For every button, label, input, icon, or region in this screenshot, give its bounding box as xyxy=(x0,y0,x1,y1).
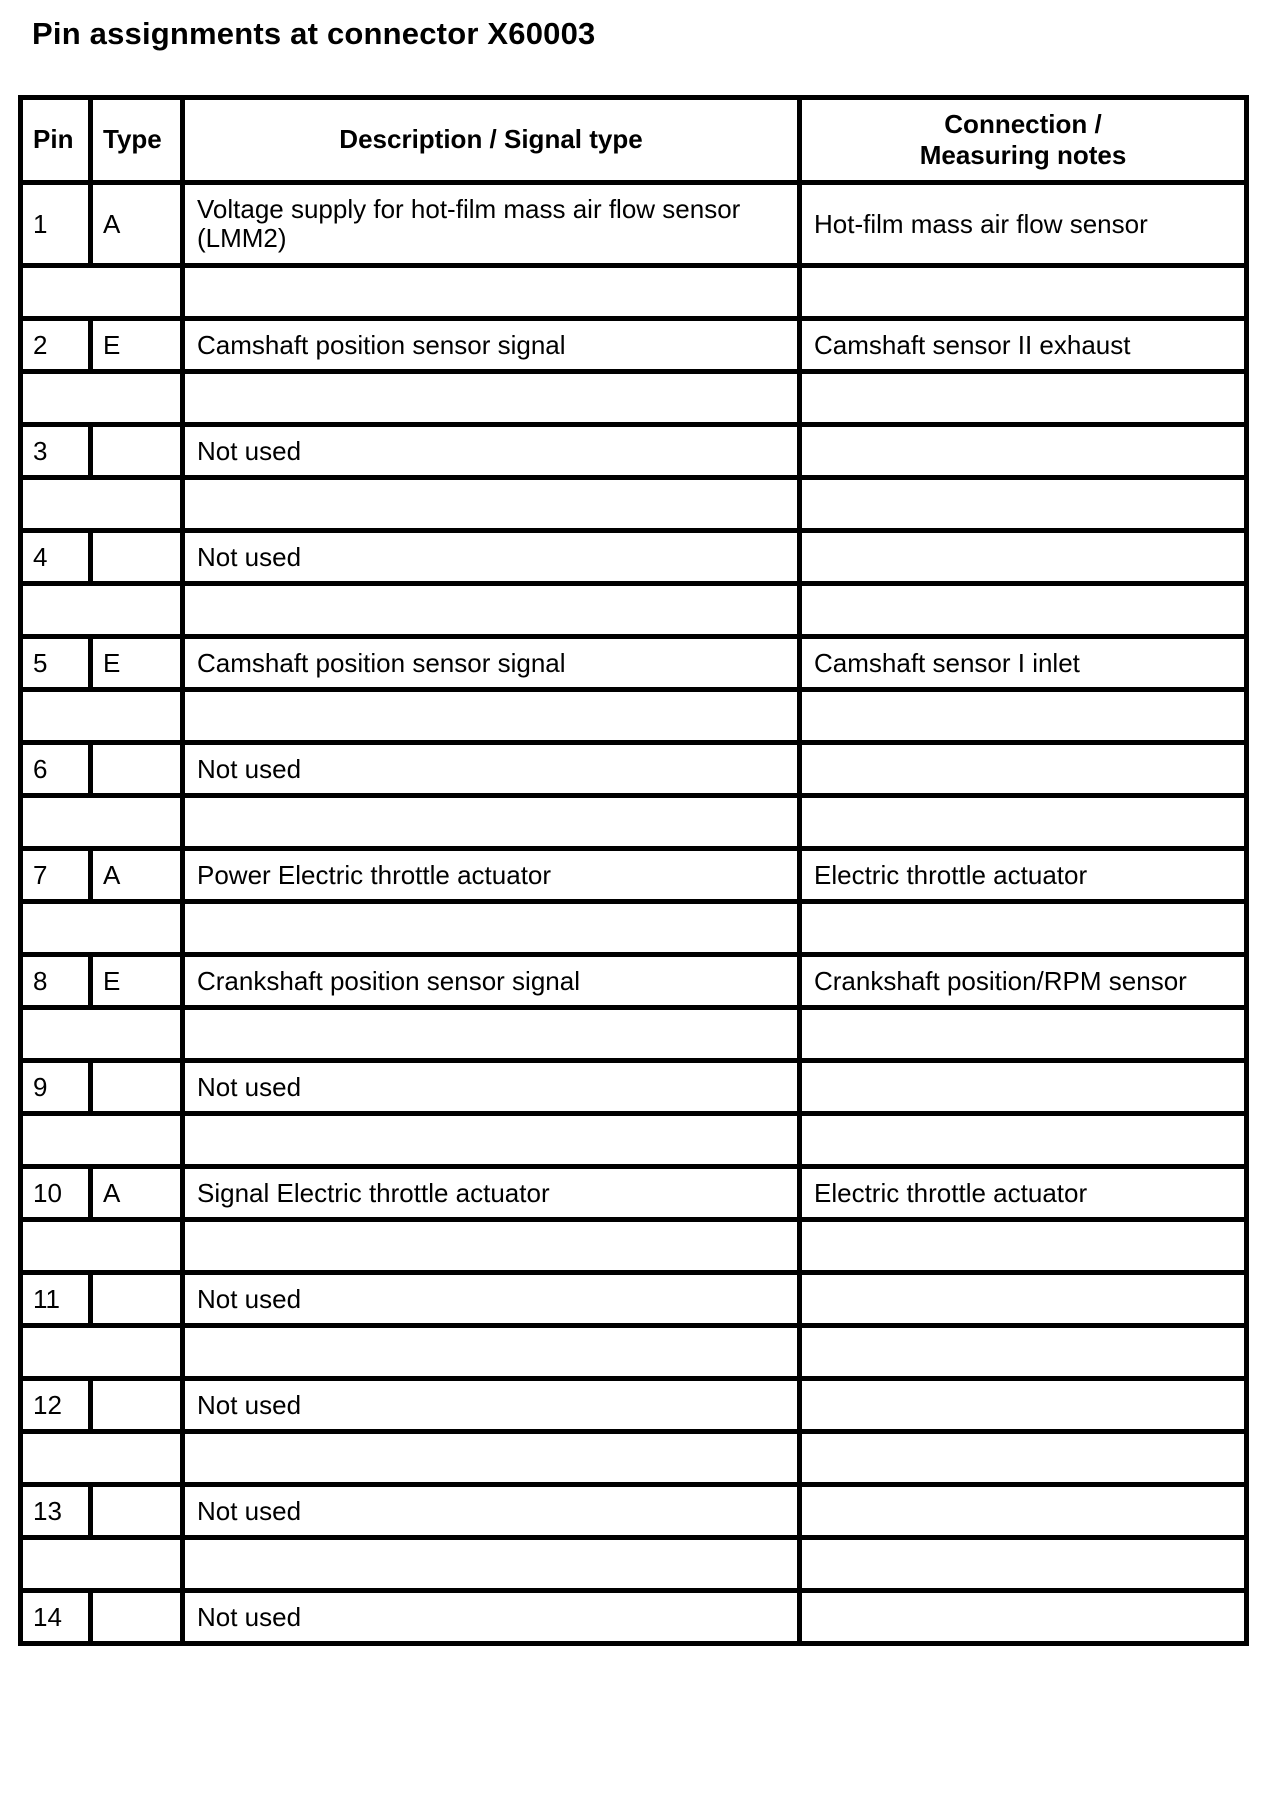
spacer-cell xyxy=(800,1008,1247,1061)
spacer-cell xyxy=(21,1114,183,1167)
spacer-cell xyxy=(21,1220,183,1273)
type-cell xyxy=(91,1591,183,1644)
spacer-row xyxy=(21,1008,1247,1061)
description-cell: Not used xyxy=(183,1591,800,1644)
spacer-cell xyxy=(21,266,183,319)
type-cell: E xyxy=(91,319,183,372)
spacer-cell xyxy=(21,1538,183,1591)
spacer-cell xyxy=(183,1326,800,1379)
spacer-cell xyxy=(800,266,1247,319)
table-row xyxy=(21,183,1247,266)
type-cell: A xyxy=(91,849,183,902)
table-row xyxy=(21,1485,1247,1538)
pin-cell: 12 xyxy=(21,1379,91,1432)
header-connection-line2: Measuring notes xyxy=(919,140,1127,170)
spacer-row xyxy=(21,266,1247,319)
spacer-cell xyxy=(21,478,183,531)
pin-cell: 9 xyxy=(21,1061,91,1114)
description-cell: Not used xyxy=(183,1485,800,1538)
spacer-row xyxy=(21,902,1247,955)
spacer-cell xyxy=(183,1538,800,1591)
table-body xyxy=(21,183,1247,1644)
description-cell: Not used xyxy=(183,743,800,796)
connection-cell: Camshaft sensor I inlet xyxy=(800,637,1247,690)
type-cell xyxy=(91,1379,183,1432)
connection-cell: Crankshaft position/RPM sensor xyxy=(800,955,1247,1008)
type-cell xyxy=(91,1485,183,1538)
type-cell: E xyxy=(91,955,183,1008)
pin-cell: 1 xyxy=(21,183,91,266)
pin-cell: 4 xyxy=(21,531,91,584)
table-row xyxy=(21,425,1247,478)
table-header-row xyxy=(21,98,1247,183)
type-cell xyxy=(91,531,183,584)
spacer-row xyxy=(21,1114,1247,1167)
type-cell xyxy=(91,743,183,796)
spacer-row xyxy=(21,372,1247,425)
table-row xyxy=(21,319,1247,372)
pin-cell: 5 xyxy=(21,637,91,690)
pin-cell: 7 xyxy=(21,849,91,902)
spacer-cell xyxy=(21,902,183,955)
spacer-cell xyxy=(183,584,800,637)
connection-cell xyxy=(800,743,1247,796)
spacer-row xyxy=(21,1432,1247,1485)
pin-cell: 6 xyxy=(21,743,91,796)
spacer-row xyxy=(21,584,1247,637)
spacer-cell xyxy=(183,1008,800,1061)
connection-cell xyxy=(800,531,1247,584)
spacer-cell xyxy=(800,1220,1247,1273)
header-connection-line1: Connection / xyxy=(944,108,1102,139)
spacer-row xyxy=(21,796,1247,849)
spacer-cell xyxy=(21,796,183,849)
connection-cell: Camshaft sensor II exhaust xyxy=(800,319,1247,372)
spacer-cell xyxy=(183,372,800,425)
connection-cell: Hot-film mass air flow sensor xyxy=(800,183,1247,266)
connection-cell xyxy=(800,425,1247,478)
spacer-cell xyxy=(800,1432,1247,1485)
table-row xyxy=(21,849,1247,902)
table-row xyxy=(21,1167,1247,1220)
description-cell: Not used xyxy=(183,531,800,584)
spacer-cell xyxy=(800,584,1247,637)
type-cell xyxy=(91,1273,183,1326)
connection-cell xyxy=(800,1379,1247,1432)
pin-cell: 14 xyxy=(21,1591,91,1644)
description-cell: Not used xyxy=(183,1061,800,1114)
description-cell: Camshaft position sensor signal xyxy=(183,319,800,372)
page-title: Pin assignments at connector X60003 xyxy=(32,16,596,51)
spacer-cell xyxy=(183,796,800,849)
spacer-cell xyxy=(21,1008,183,1061)
spacer-cell xyxy=(800,372,1247,425)
spacer-cell xyxy=(21,690,183,743)
description-cell: Power Electric throttle actuator xyxy=(183,849,800,902)
type-cell: E xyxy=(91,637,183,690)
spacer-cell xyxy=(800,478,1247,531)
spacer-cell xyxy=(800,1538,1247,1591)
connection-cell xyxy=(800,1591,1247,1644)
connection-cell: Electric throttle actuator xyxy=(800,849,1247,902)
header-pin: Pin xyxy=(21,98,91,183)
description-cell: Voltage supply for hot-film mass air flow sensor (LMM2) xyxy=(183,183,800,266)
connection-cell: Electric throttle actuator xyxy=(800,1167,1247,1220)
type-cell: A xyxy=(91,1167,183,1220)
spacer-cell xyxy=(800,902,1247,955)
spacer-cell xyxy=(21,372,183,425)
connection-cell xyxy=(800,1273,1247,1326)
connection-cell xyxy=(800,1061,1247,1114)
spacer-cell xyxy=(800,1114,1247,1167)
spacer-cell xyxy=(183,902,800,955)
type-cell xyxy=(91,1061,183,1114)
table-row xyxy=(21,1591,1247,1644)
spacer-row xyxy=(21,1538,1247,1591)
spacer-row xyxy=(21,1326,1247,1379)
header-type: Type xyxy=(91,98,183,183)
description-cell: Not used xyxy=(183,1379,800,1432)
pin-cell: 8 xyxy=(21,955,91,1008)
pin-assignment-table xyxy=(18,95,1249,1646)
spacer-row xyxy=(21,478,1247,531)
table-row xyxy=(21,637,1247,690)
description-cell: Signal Electric throttle actuator xyxy=(183,1167,800,1220)
description-cell: Crankshaft position sensor signal xyxy=(183,955,800,1008)
description-cell: Not used xyxy=(183,425,800,478)
spacer-cell xyxy=(800,690,1247,743)
pin-cell: 3 xyxy=(21,425,91,478)
table-row xyxy=(21,743,1247,796)
spacer-cell xyxy=(21,1432,183,1485)
spacer-cell xyxy=(21,1326,183,1379)
description-cell: Camshaft position sensor signal xyxy=(183,637,800,690)
pin-cell: 13 xyxy=(21,1485,91,1538)
header-connection xyxy=(800,98,1247,183)
type-cell: A xyxy=(91,183,183,266)
spacer-cell xyxy=(21,584,183,637)
description-cell: Not used xyxy=(183,1273,800,1326)
table-row xyxy=(21,955,1247,1008)
spacer-cell xyxy=(183,266,800,319)
table-row xyxy=(21,1061,1247,1114)
table-row xyxy=(21,531,1247,584)
spacer-cell xyxy=(183,1220,800,1273)
spacer-cell xyxy=(800,796,1247,849)
pin-cell: 11 xyxy=(21,1273,91,1326)
spacer-cell xyxy=(183,690,800,743)
spacer-cell xyxy=(183,1432,800,1485)
spacer-cell xyxy=(183,478,800,531)
pin-cell: 2 xyxy=(21,319,91,372)
spacer-row xyxy=(21,690,1247,743)
table-row xyxy=(21,1379,1247,1432)
spacer-row xyxy=(21,1220,1247,1273)
table-row xyxy=(21,1273,1247,1326)
header-description: Description / Signal type xyxy=(183,98,800,183)
type-cell xyxy=(91,425,183,478)
pin-cell: 10 xyxy=(21,1167,91,1220)
spacer-cell xyxy=(800,1326,1247,1379)
connection-cell xyxy=(800,1485,1247,1538)
spacer-cell xyxy=(183,1114,800,1167)
